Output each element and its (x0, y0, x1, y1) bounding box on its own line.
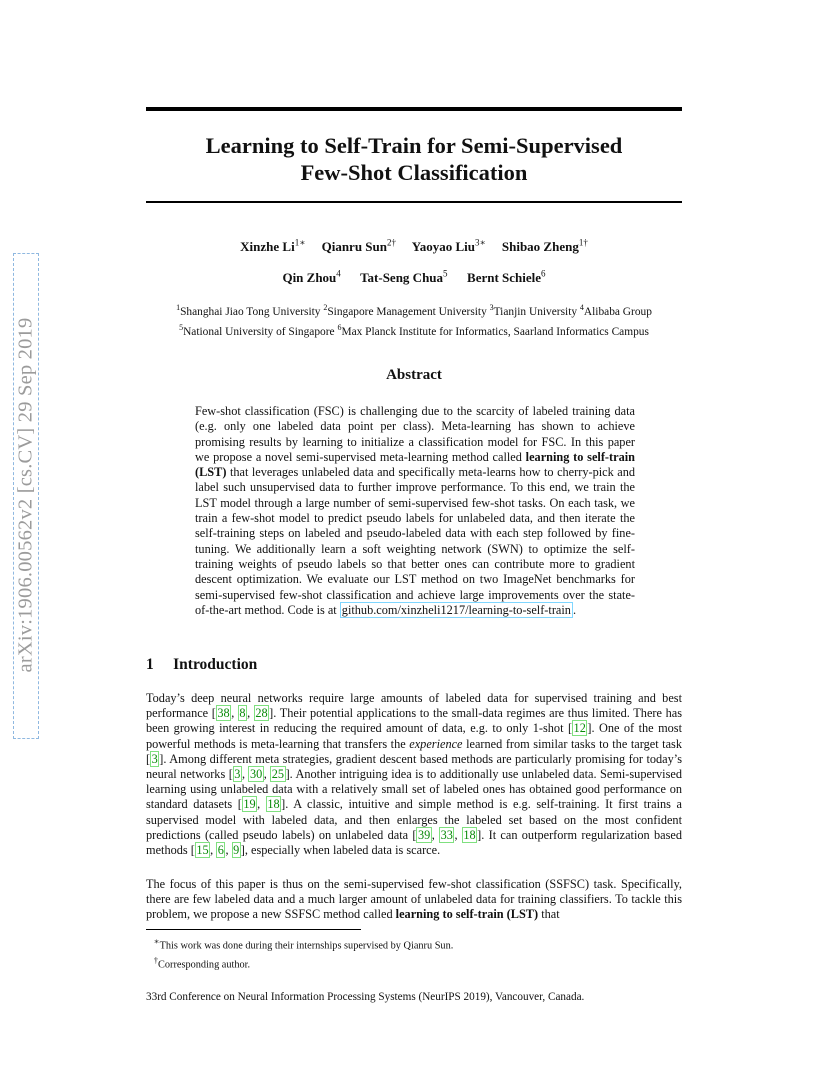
citation-link[interactable]: 30 (249, 767, 263, 782)
author: Xinzhe $Li^{1∗}$ (240, 238, 306, 255)
arxiv-stamp (14, 250, 38, 740)
intro-paragraph-2: The focus of this paper is thus on the semi-supervised few-shot classification (SSFSC) task. Specifically, there are few labeled data and a much larger amount of unlabeled data for training classifiers. To tackle this problem, we propose a new SSFSC method called learning to self-train (LST) that (146, 877, 682, 922)
affiliation-line-2: $^5$National University of Singapore $^6$Max Planck Institute for Informatics, Saarland Informatics Campus (179, 322, 649, 338)
citation-link[interactable]: 18 (267, 797, 280, 812)
arxiv-id[interactable]: arXiv:1906.00562v2 [cs.CV] 29 Sep 2019 (14, 317, 37, 673)
code-link[interactable]: github.com/xinzheli1217/learning-to-self-train (341, 602, 571, 617)
footnote: ∗This work was done during their internships supervised by Qianru Sun. (153, 936, 454, 952)
citation-link[interactable]: 8 (239, 706, 246, 721)
paper-title (146, 132, 682, 186)
citation-link[interactable]: 3 (234, 767, 241, 782)
citation-link[interactable]: 28 (255, 706, 268, 721)
citation-link[interactable]: 39 (417, 827, 431, 842)
authors-row-1 (146, 238, 682, 255)
intro-paragraph-1: Today’s deep neural networks require large amounts of labeled data for supervised training and best performance [ 38 , 8 , 28 ]. Their potential applications to the small-data regimes are thus limited. There has been growing interest in reducing the required amount of data, e.g. to only 1-shot [ 12 ]. One of the most powerful methods is meta-learning that transfers the experience learned from similar tasks to the target task [ 3 ]. Among different meta strategies, gradient descent based methods are particularly promising for today’s neural networks [ 3 , 30 , 25 ]. Another intriguing idea is to additionally use unlabeled data. Semi-supervised learning using unlabeled data with a relatively small set of labeled ones has obtained good performance on standard datasets [ 19 , 18 ]. A classic, intuitive and simple method is e.g. self-training. It first trains a supervised model with labeled data, and then enlarges the labeled set based on the most confident predictions (called pseudo labels) on unlabeled data [ 39 , 33 , 18 ]. It can outperform regularization based methods [ 15 , 6 , 9 ], especially when labeled data is scarce. (146, 691, 683, 858)
citation-link[interactable]: 9 (233, 843, 240, 858)
citation-link[interactable]: 15 (196, 843, 209, 858)
footnote-rule (146, 929, 361, 930)
author: Qianru Sun$^{2\dagger}$ (321, 238, 396, 255)
abstract-heading: Abstract (386, 367, 442, 383)
citation-link[interactable]: 38 (217, 706, 230, 721)
citation-link[interactable]: 18 (463, 827, 476, 842)
citation-link[interactable]: 12 (573, 721, 586, 736)
abstract-body: Few-shot classification (FSC) is challenging due to the scarcity of labeled training data (e.g. only one labeled data point per class). Meta-learning has shown to achieve promising results by learning to initialize a classification model for FSC. In this paper we propose a novel semi-supervised meta-learning method called learning to self-train (LST) that leverages unlabeled data and specifically meta-learns how to cherry-pick and label such unsupervised data to further improve performance. To this end, we train the LST model through a large number of semi-supervised few-shot tasks. On each task, we train a few-shot model to predict pseudo labels for unlabeled data, and then iterate the self-training steps on labeled and pseudo-labeled data with each step followed by fine-tuning. We additionally learn a soft weighting network (SWN) to optimize the self-training weights of pseudo labels so that better ones can contribute more to gradient descent optimization. We evaluate our LST method on two ImageNet benchmarks for semi-supervised few-shot classification and achieve large improvements over the state-of-the-art method. Code is at github.com/xinzheli1217/learning-to-self-train . (195, 404, 635, 617)
footnotes (146, 934, 682, 973)
title-top-rule (146, 107, 682, 111)
citation-link[interactable]: 3 (151, 751, 158, 766)
affiliations (146, 300, 682, 340)
method-name: learning to self-train (LST) (195, 449, 635, 480)
section-title: Introduction (173, 656, 258, 673)
author: Tat-Seng Chua$^5$ (360, 269, 448, 286)
citation-link[interactable]: 19 (243, 797, 256, 812)
author: Bernt Schiele$^6$ (467, 269, 546, 286)
section-number: 1 (146, 656, 154, 673)
citation-link[interactable]: 6 (217, 843, 224, 858)
author: Yaoyao Liu$^{3∗}$ (411, 238, 486, 255)
author: Qin Zhou$^4$ (282, 269, 341, 286)
footnote: †Corresponding author. (153, 955, 251, 971)
title-line-2: Few-Shot Classification (300, 160, 528, 185)
citation-link[interactable]: 25 (271, 767, 285, 782)
authors-row-2 (146, 269, 682, 286)
affiliation-line-1: $^1$Shanghai Jiao Tong University $^2$Singapore Management University $^3$Tianjin University $^4$Alibaba Group (176, 303, 652, 318)
section-heading (146, 656, 257, 674)
author: Shibao Zheng$^{1\dagger}$ (501, 238, 588, 255)
title-bottom-rule (146, 201, 682, 203)
citation-link[interactable]: 33 (440, 827, 453, 842)
conference-note: 33rd Conference on Neural Information Processing Systems (NeurIPS 2019), Vancouver, Canada. (146, 991, 585, 1003)
title-line-1: Learning to Self-Train for Semi-Supervised (205, 133, 623, 158)
